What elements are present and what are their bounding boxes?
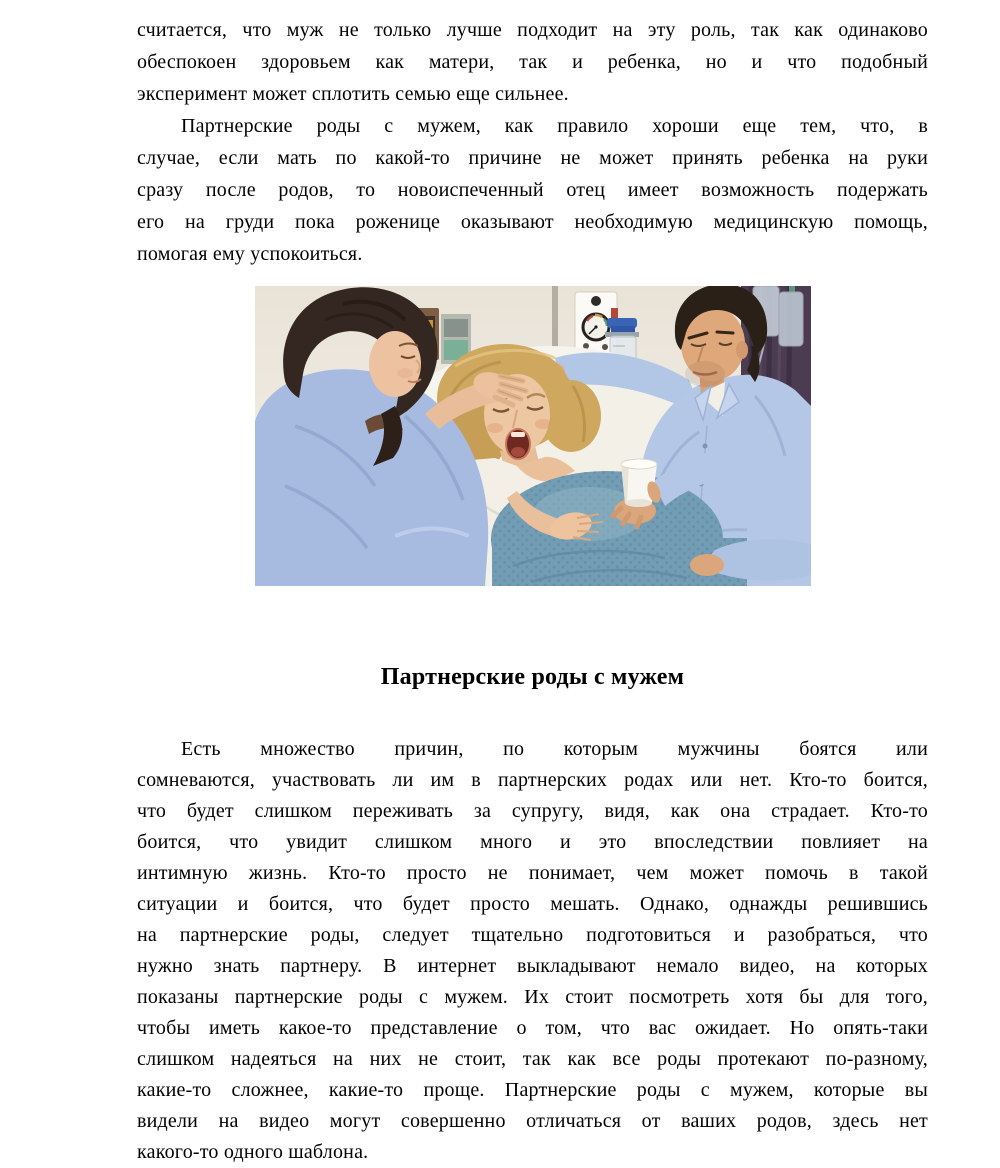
- text-line: нужно знать партнеру. В интернет выкладывают немало видео, на которых: [137, 955, 928, 977]
- text-line: интимную жизнь. Кто-то просто не понимает, чем может помочь в такой: [137, 862, 928, 884]
- text-line: Есть множество причин, по которым мужчины боятся или: [181, 738, 928, 760]
- text-line: его на груди пока роженице оказывают необходимую медицинскую помощь,: [137, 211, 928, 233]
- text-line: боится, что увидит слишком много и это впоследствии повлияет на: [137, 831, 928, 853]
- text-line: показаны партнерские роды с мужем. Их стоит посмотреть хотя бы для того,: [137, 986, 928, 1008]
- article-photo: [255, 286, 811, 586]
- text-line: какие-то сложнее, какие-то проще. Партнерские роды с мужем, которые вы: [137, 1079, 928, 1101]
- text-line: сразу после родов, то новоиспеченный отец имеет возможность подержать: [137, 179, 928, 201]
- paragraph-1: [137, 14, 928, 110]
- text-line: что будет слишком переживать за супругу, видя, как она страдает. Кто-то: [137, 800, 928, 822]
- text-line: чтобы иметь какое-то представление о том, что вас ожидает. Но опять-таки: [137, 1017, 928, 1039]
- text-line: Партнерские роды с мужем, как правило хороши еще тем, что, в: [181, 115, 928, 137]
- text-line: видели на видео могут совершенно отличаться от ваших родов, здесь нет: [137, 1110, 928, 1132]
- text-line: какого-то одного шаблона.: [137, 1141, 369, 1163]
- text-line: слишком надеяться на них не стоит, так как все роды протекают по-разному,: [137, 1048, 928, 1070]
- text-line: считается, что муж не только лучше подходит на эту роль, так как одинаково: [137, 19, 928, 41]
- text-line: обеспокоен здоровьем как матери, так и ребенка, но и что подобный: [137, 51, 928, 73]
- text-line: эксперимент может сплотить семью еще сильнее.: [137, 83, 569, 105]
- paragraph-3: [137, 734, 928, 1168]
- text-line: на партнерские роды, следует тщательно подготовиться и разобраться, что: [137, 924, 928, 946]
- text-line: сомневаются, участвовать ли им в партнерских родах или нет. Кто-то боится,: [137, 769, 928, 791]
- text-line: ситуации и боится, что будет просто мешать. Однако, однажды решившись: [137, 893, 928, 915]
- paragraph-2: [137, 110, 928, 270]
- section-heading: Партнерские роды с мужем: [380, 664, 685, 690]
- text-line: случае, если мать по какой-то причине не может принять ребенка на руки: [137, 147, 928, 169]
- text-line: помогая ему успокоиться.: [137, 243, 363, 265]
